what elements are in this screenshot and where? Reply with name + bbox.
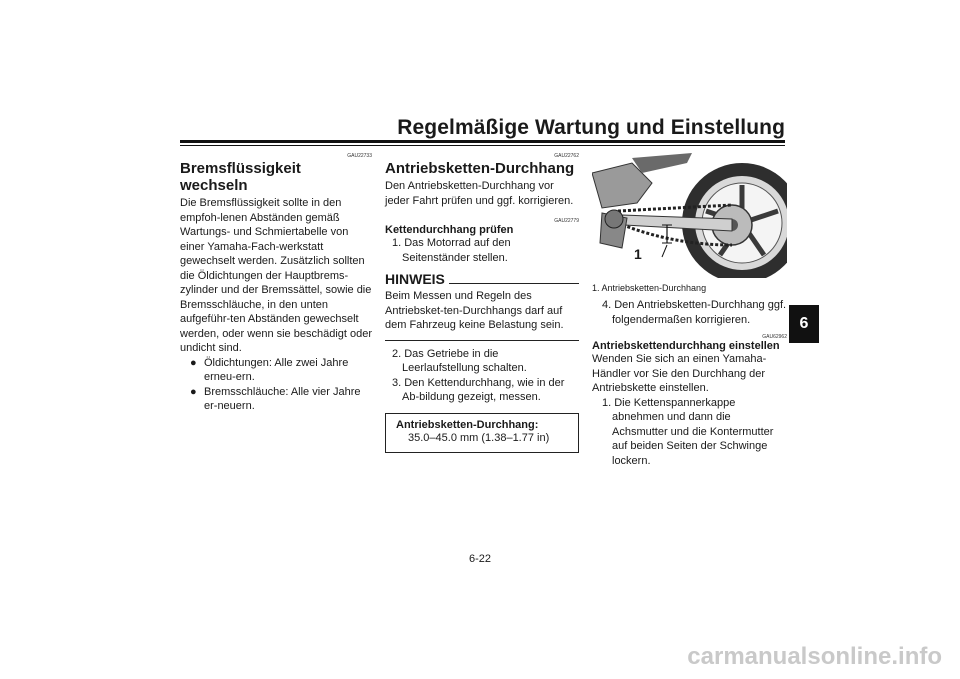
notice-text: Beim Messen und Regeln des Antriebsket-ten-Durchhangs darf auf dem Fahrzeug keine Belastung sein.	[385, 290, 564, 331]
step-1: 1. Die Kettenspannerkappe abnehmen und dann die Achsmutter und die Kontermutter auf beiden Seiten der Schwinge lockern.	[602, 396, 774, 467]
watermark: carmanualsonline.info	[687, 643, 942, 670]
header-rule-thick	[180, 140, 785, 143]
notice-header	[385, 271, 579, 287]
bullet-icon: ●	[190, 385, 197, 398]
column-1	[180, 153, 372, 414]
bullet-icon: ●	[190, 356, 197, 369]
step-2: 2. Das Getriebe in die Leerlaufstellung schalten.	[392, 347, 527, 374]
section-paragraph: Die Bremsflüssigkeit sollte in den empfoh-lenen Abständen gemäß Wartungs- und Schmiertabelle von einer Yamaha-Fach-werkstatt gewechselt werden. Zusätzlich sollten die Öldichtungen der Hauptbrems-zylinder und der Bremssättel, sowie die Bremsschläuche, in den unten aufgeführ-ten Abständen gewechselt werden, oder wenn sie beschädigt oder undicht sind.	[180, 197, 373, 354]
column-3	[592, 153, 787, 468]
illustration-caption: 1. Antriebsketten-Durchhang	[592, 283, 707, 293]
callout-number: 1	[634, 246, 642, 262]
spec-box	[385, 413, 579, 454]
column-2	[385, 153, 579, 453]
page-title: Regelmäßige Wartung und Einstellung	[397, 116, 785, 139]
section-heading: Antriebsketten-Durchhang	[385, 160, 575, 177]
spec-value: 35.0–45.0 mm (1.38–1.77 in)	[408, 431, 550, 444]
subsection-code: GAU22779	[554, 218, 579, 224]
section-code: GAU22762	[554, 153, 579, 159]
list-item	[180, 385, 372, 414]
step-3: 3. Den Kettendurchhang, wie in der Ab-bildung gezeigt, messen.	[392, 376, 565, 403]
list-item-text: Öldichtungen: Alle zwei Jahre erneu-ern.	[204, 356, 349, 383]
list-item	[180, 356, 372, 385]
notice-bottom-rule	[385, 340, 579, 341]
list-item-text: Bremsschläuche: Alle vier Jahre er-neuern.	[204, 385, 361, 412]
spec-label: Antriebsketten-Durchhang:	[396, 418, 539, 431]
subsection-heading: Antriebskettendurchhang einstellen	[592, 340, 780, 352]
subsection-code: GAU62962	[762, 334, 787, 340]
notice-rule	[449, 283, 579, 284]
chain-slack-illustration	[592, 153, 787, 278]
section-heading: Bremsflüssigkeit wechseln	[180, 160, 301, 194]
header-rule-thin	[180, 145, 785, 146]
notice-title: HINWEIS	[385, 271, 445, 287]
section-intro: Den Antriebsketten-Durchhang vor jeder Fahrt prüfen und ggf. korrigieren.	[385, 180, 574, 207]
motorcycle-chain-illustration	[592, 153, 787, 278]
section-code: GAU22733	[347, 153, 372, 159]
step-4: 4. Den Antriebsketten-Durchhang ggf. folgendermaßen korrigieren.	[602, 299, 787, 326]
subsection-paragraph: Wenden Sie sich an einen Yamaha-Händler vor Sie den Durchhang der Antriebskette einstellen.	[592, 353, 767, 394]
page-number: 6-22	[468, 553, 492, 565]
subsection-heading: Kettendurchhang prüfen	[385, 224, 514, 236]
step-1: 1. Das Motorrad auf den Seitenständer stellen.	[392, 237, 511, 264]
chapter-tab: 6	[789, 305, 819, 343]
